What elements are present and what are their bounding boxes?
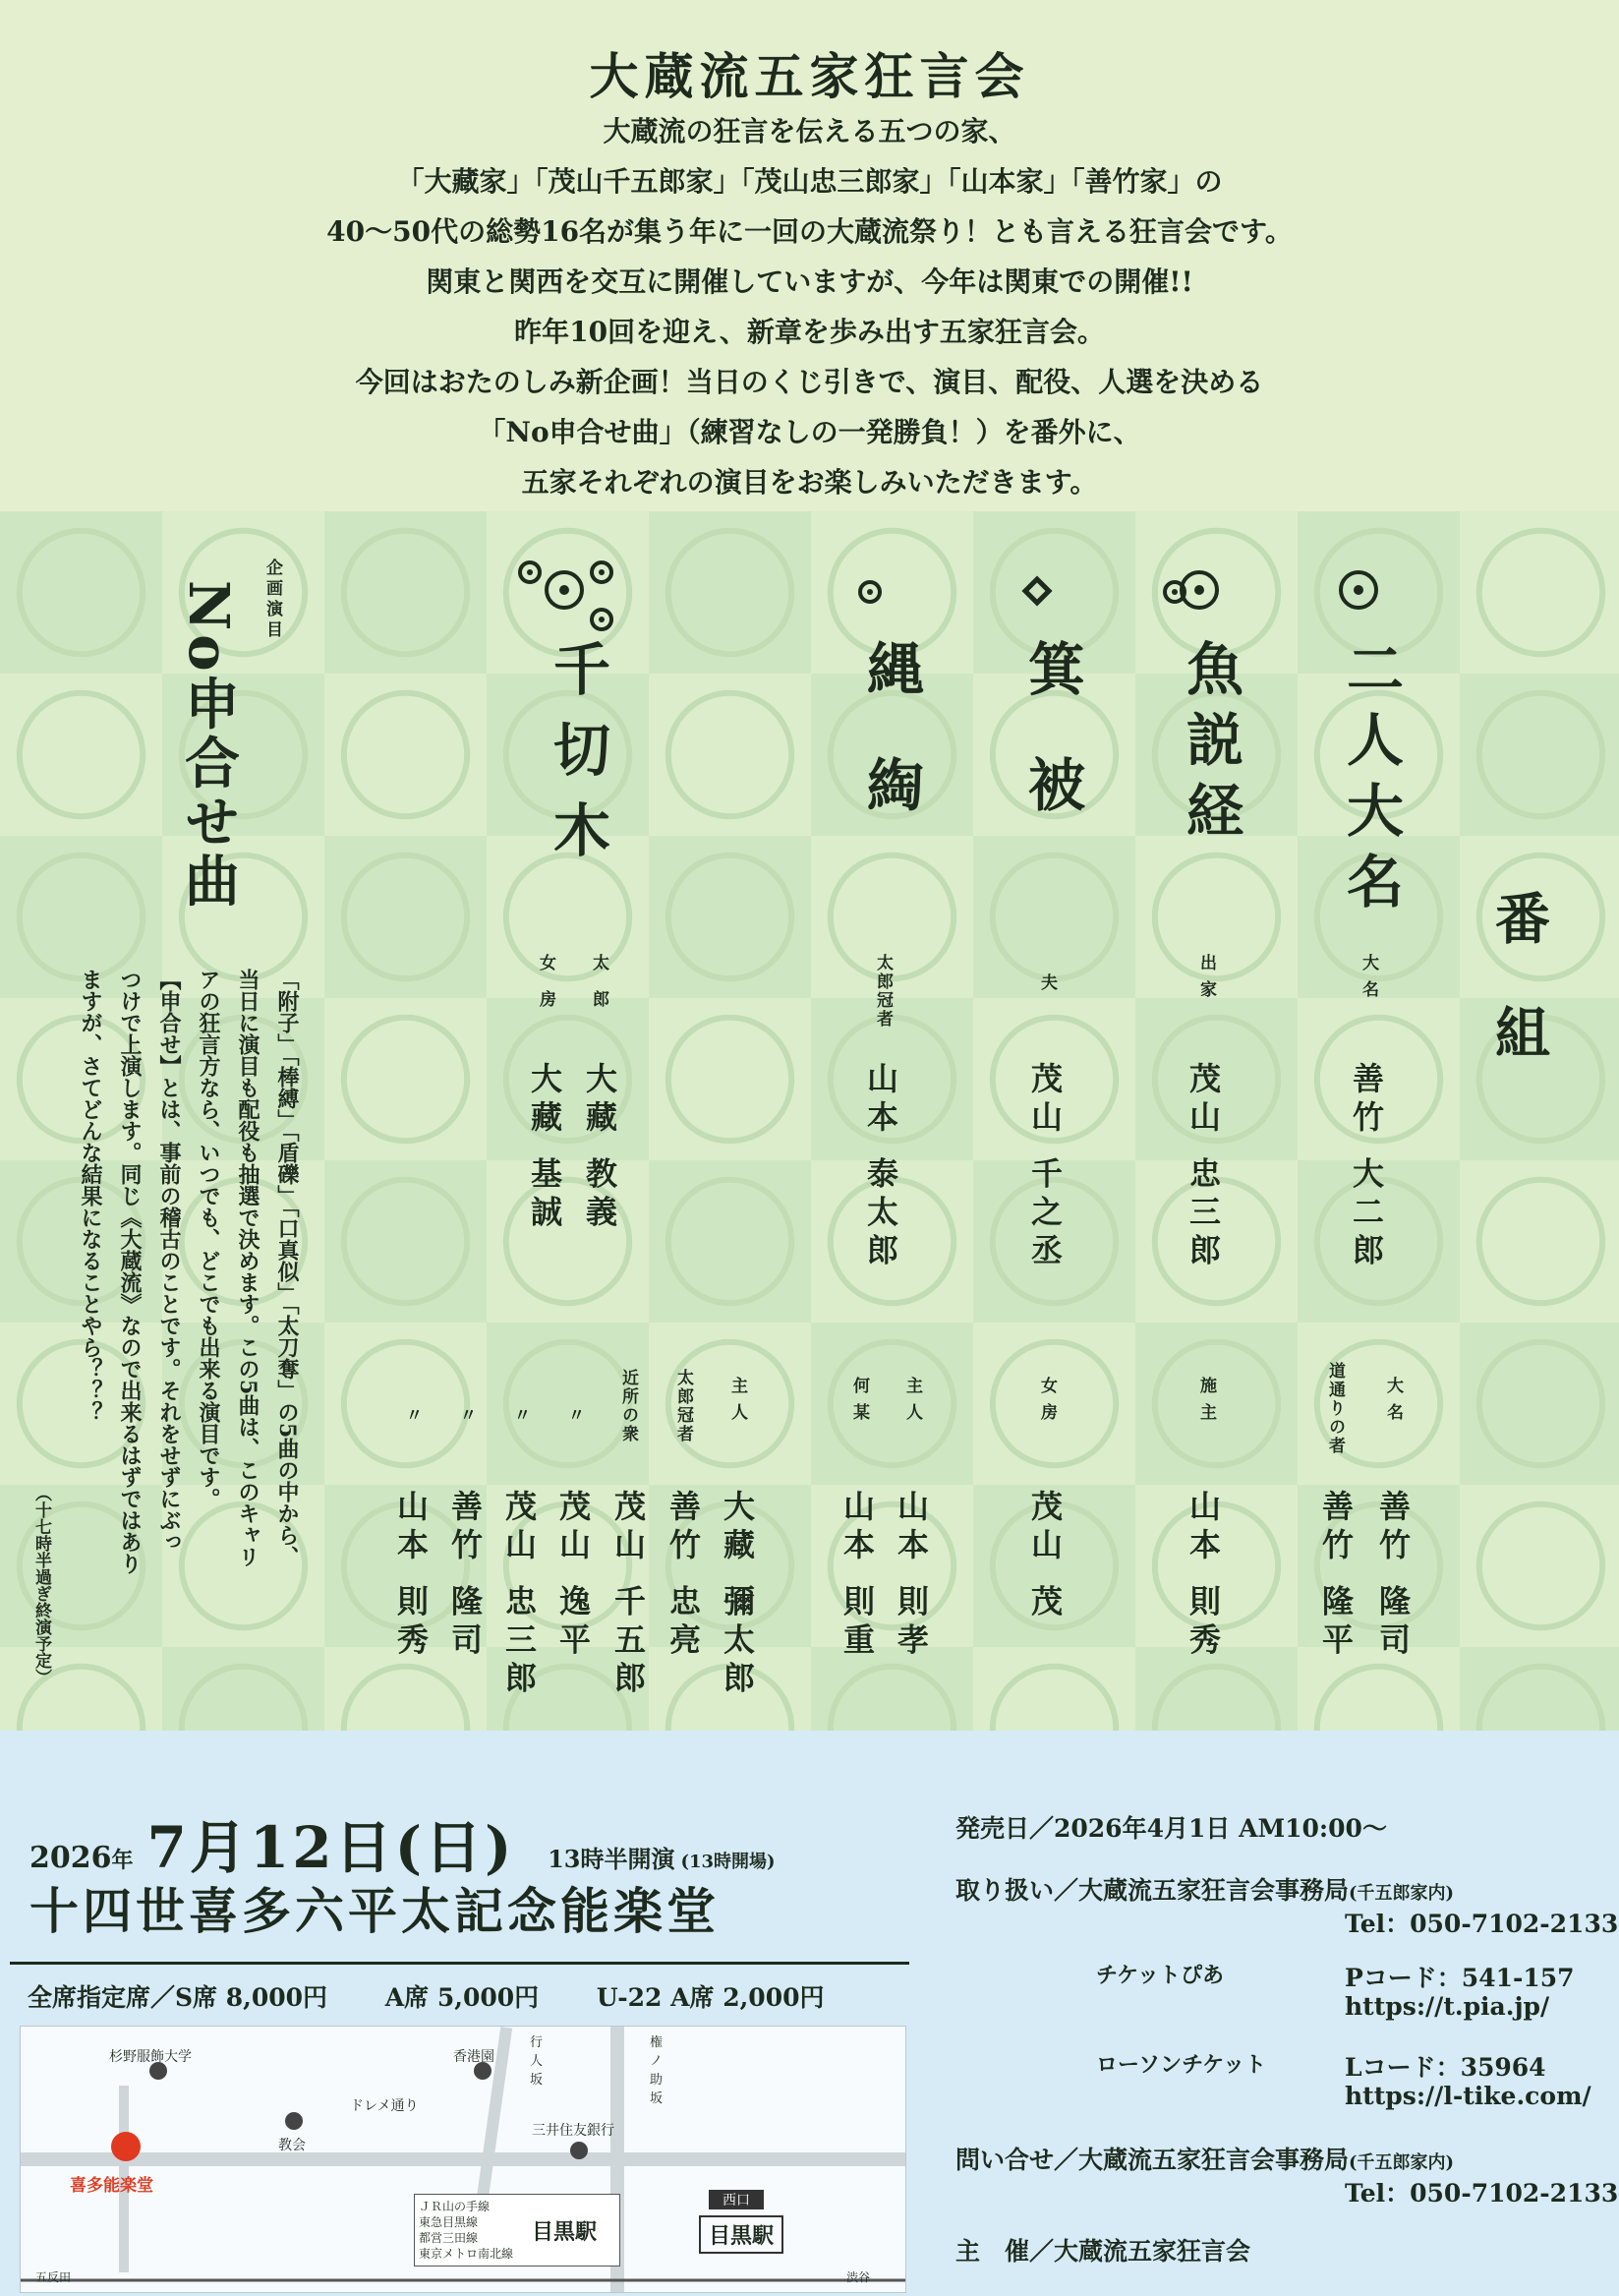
map-label-west-exit: 西口 [709,2190,764,2209]
cast-name: 善竹 隆平 [1317,1490,1355,1662]
intro-line: 関東と関西を交互に開催していますが、今年は関東での開催!! [426,265,1193,298]
small-crest-icon [518,560,542,584]
play-title-futari-daimyo: 二人大名 [1337,639,1404,922]
okura-crest-icon [545,570,584,610]
train-line: 東京メトロ南北線 [419,2247,514,2261]
lawson-code: Lコード：35964 [1345,2053,1546,2082]
map-label-gyoninzaka: 行人坂 [530,2035,544,2088]
end-time-note: （十七時半過ぎ終演予定） [31,1485,51,1685]
map-label-meguro: 目黒駅 [532,2220,598,2245]
note-line: ますが、さてどんな結果になることやら？？？ [78,969,103,1423]
checker-tile [973,1647,1135,1731]
cast-name: 善竹 隆司 [1374,1490,1412,1662]
checker-tile [0,511,162,674]
door-time: (13時開場) [680,1852,776,1872]
intro-line: 大蔵流の狂言を伝える五つの家、 [603,115,1016,147]
cast-name: 山本 則秀 [1185,1490,1222,1662]
cast-name: 山本 泰太郎 [862,1062,899,1272]
venue-name: 十四世喜多六平太記念能楽堂 [29,1882,720,1940]
small-crest-icon [590,560,613,584]
map-label-meguro-west: 目黒駅 [699,2215,783,2254]
page-title: 大蔵流五家狂言会 [589,47,1030,105]
play-title-mikazuki: 箕被 [1018,639,1085,871]
price-a: A席 5,000円 [384,1983,540,2012]
checker-tile [1460,1160,1619,1323]
pia-code: Pコード：541-157 [1345,1964,1575,1992]
cast-name: 茂山 茂 [1026,1490,1064,1623]
pia-url[interactable]: https://t.pia.jp/ [1345,1992,1550,2021]
intro-line: 「大藏家」「茂山千五郎家」「茂山忠三郎家」「山本家」「善竹家」の [396,165,1223,198]
role: 主人 [727,1377,747,1430]
zenchiku-crest-icon [1339,570,1378,610]
handler-name: 取り扱い／大蔵流五家狂言会事務局 [955,1876,1350,1905]
checker-tile [324,1160,487,1323]
intro-line: 五家それぞれの演目をお楽しみいただきます。 [521,466,1098,499]
checker-tile [649,1160,811,1323]
note-line: 「附子」「棒縛」「盾礫」「口真似」「太刀奪」の5曲の中から、 [274,969,300,1568]
role: 大名 [1359,954,1378,1007]
inquiry-name: 問い合せ／大蔵流五家狂言会事務局 [955,2146,1350,2174]
play-title-uoseppo: 魚説経 [1177,639,1243,852]
cast-name: 山本 則重 [838,1490,876,1662]
inquiry [955,2141,1454,2176]
checker-tile [649,836,811,998]
yamamoto-crest-icon [858,580,882,604]
event-date: 7月12日(日) [146,1814,515,1881]
small-crest-icon [590,608,613,631]
intro-line: 「No申合せ曲」（練習なしの一発勝負！）を番外に、 [478,416,1141,448]
cast-name: 大藏 教義 [581,1062,618,1234]
cast-name: 善竹 隆司 [446,1490,484,1662]
cast-name: 大藏 彌太郎 [719,1490,756,1700]
cast-name: 山本 則秀 [392,1490,430,1662]
checker-tile [649,511,811,674]
note-line: 当日に演目も配役も抽選で決めます。この5曲は、このキャリ [235,969,260,1568]
role: 施主 [1196,1377,1216,1430]
train-line: 東急目黒線 [419,2215,479,2229]
lawson-url[interactable]: https://l-tike.com/ [1345,2082,1591,2110]
note-line: 【申合せ】とは、事前の稽古のことです。それをせずにぶっ [156,969,182,1553]
cast-name: 大藏 基誠 [526,1062,563,1234]
cast-name: 茂山 忠三郎 [1185,1062,1222,1272]
checker-tile [649,674,811,836]
checker-tile [324,1323,487,1485]
checker-tile [1460,511,1619,674]
role: 女房 [536,954,555,1027]
inquiry-sub: (千五郎家内) [1349,2152,1455,2173]
role: 何某 [849,1377,869,1430]
checker-tile [1460,674,1619,836]
cast-name: 善竹 大二郎 [1348,1062,1385,1272]
role: 道通りの者 [1325,1362,1345,1455]
checker-tile [324,511,487,674]
small-crest-icon [1163,580,1186,604]
cast-name: 茂山 忠三郎 [500,1490,538,1700]
map-label-doremi: ドレメ通り [350,2098,419,2114]
checker-tile [811,1323,973,1485]
access-map [20,2026,906,2293]
role: 近所の衆 [618,1369,638,1443]
role: 大名 [1383,1377,1403,1430]
special-title: No申合せ曲 [176,580,241,912]
checker-tile [1460,1323,1619,1485]
role: 〃 [564,1406,584,1433]
intro-line: 40～50代の総勢16名が集う年に一回の大蔵流祭り！とも言える狂言会です。 [326,215,1293,248]
train-line: 都営三田線 [419,2231,479,2245]
intro-line: 昨年10回を迎え、新章を歩み出す五家狂言会。 [514,316,1105,348]
checker-tile [324,998,487,1160]
divider [10,1962,909,1965]
note-line: つけで上演します。同じ《大蔵流》なので出来るはずではあり [117,969,143,1574]
special-notes [71,969,307,1726]
map-label-smbc: 三井住友銀行 [532,2123,614,2139]
map-label-church: 教会 [278,2138,306,2153]
role: 太郎冠者 [673,1369,693,1443]
map-label-kokoen: 香港園 [453,2049,494,2065]
checker-tile [1460,1485,1619,1647]
cast-name: 茂山 千之丞 [1026,1062,1064,1272]
note-line: アの狂言方なら、いつでも、どこでも出来る演目です。 [196,969,221,1509]
map-label-shibuya: 渋谷 [846,2270,871,2284]
price-list [28,1978,874,2014]
handler-tel: Tel：050-7102-2133 [1345,1910,1619,1938]
ticket-handler [955,1871,1454,1907]
cast-name: 山本 則孝 [893,1490,930,1662]
role: 〃 [402,1406,422,1433]
role: 〃 [456,1406,476,1433]
pia-label: チケットぴあ [1096,1963,1225,1988]
start-time: 13時半開演 [548,1845,675,1873]
role: 〃 [510,1406,530,1433]
map-label-venue: 喜多能楽堂 [70,2176,153,2196]
role: 女房 [1037,1377,1057,1430]
intro-text [0,106,1619,507]
intro-line: 今回はおたのしみ新企画！当日のくじ引きで、演目、配役、人選を決める [355,366,1264,398]
checker-tile [1460,1647,1619,1731]
checker-tile [487,998,649,1160]
role: 出家 [1196,954,1216,1007]
checker-tile [649,998,811,1160]
program-heading: 番組 [1486,890,1551,1118]
price-s: 全席指定席／S席 8,000円 [28,1983,328,2012]
train-line: ＪＲ山の手線 [419,2200,491,2213]
role: 太郎冠者 [873,954,893,1029]
inquiry-tel: Tel：050-7102-2133 [1345,2179,1619,2208]
role: 主人 [902,1377,922,1430]
cast-name: 茂山 千五郎 [609,1490,647,1700]
map-label-sugino: 杉野服飾大学 [109,2049,192,2065]
price-u22: U-22 A席 2,000円 [596,1983,825,2012]
cast-name: 茂山 逸平 [554,1490,592,1662]
handler-sub: (千五郎家内) [1349,1883,1455,1904]
event-year-unit: 年 [111,1848,134,1873]
sale-date: 発売日／2026年4月1日 AM10:00～ [955,1814,1387,1843]
checker-tile [324,836,487,998]
lawson-label: ローソンチケット [1096,2052,1267,2078]
map-label-gonnosuke: 権ノ助坂 [650,2035,664,2106]
role: 太郎 [589,954,608,1027]
checker-tile [0,674,162,836]
cast-name: 善竹 忠亮 [665,1490,702,1662]
event-year: 2026 [29,1841,112,1875]
organizer: 主 催／大蔵流五家狂言会 [955,2237,1251,2266]
special-label: 企画演目 [262,559,282,641]
play-title-chigiriki: 千切木 [544,639,610,881]
checker-tile [1298,1323,1460,1485]
checker-tile [324,674,487,836]
play-title-nawanai: 縄綯 [857,639,924,871]
checker-tile [487,1160,649,1323]
map-label-gotanda: 五反田 [35,2270,72,2284]
role: 夫 [1037,973,1057,1000]
